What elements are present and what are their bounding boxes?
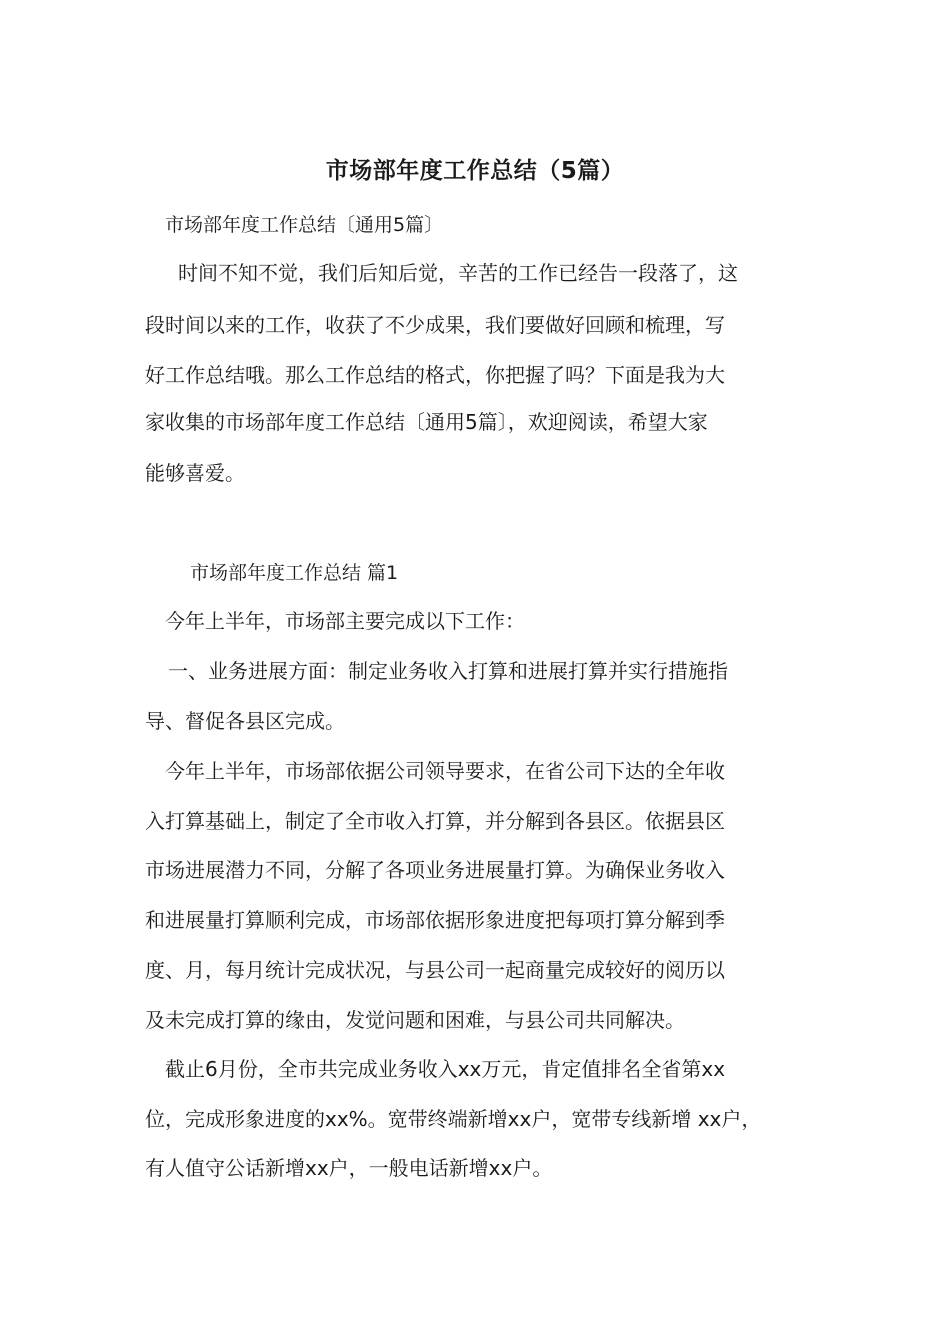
- intro-line: 时间不知不觉，我们后知后觉，辛苦的工作已经告一段落了，这: [178, 261, 738, 285]
- body-line: 市场进展潜力不同，分解了各项业务进展量打算。为确保业务收入: [145, 858, 725, 882]
- document-title: 市场部年度工作总结（5篇）: [325, 158, 625, 184]
- body-line: 有人值守公话新增xx户，一般电话新增xx户。: [145, 1156, 553, 1180]
- body-line: 入打算基础上，制定了全市收入打算，并分解到各县区。依据县区: [145, 809, 725, 833]
- intro-line: 能够喜爱。: [145, 461, 245, 485]
- intro-line: 段时间以来的工作，收获了不少成果，我们要做好回顾和梳理，写: [145, 313, 725, 337]
- body-line: 位，完成形象进度的xx%。宽带终端新增xx户，宽带专线新增 xx户，: [145, 1107, 762, 1131]
- intro-line: 家收集的市场部年度工作总结〔通用5篇〕，欢迎阅读，希望大家: [145, 410, 708, 434]
- body-line: 及未完成打算的缘由，发觉问题和困难，与县公司共同解决。: [145, 1008, 685, 1032]
- body-line: 截止6月份，全市共完成业务收入xx万元，肯定值排名全省第xx: [165, 1057, 726, 1081]
- section-heading: 市场部年度工作总结 篇1: [190, 562, 399, 584]
- body-line: 一、业务进展方面：制定业务收入打算和进展打算并实行措施指: [168, 659, 728, 683]
- body-line: 度、月，每月统计完成状况，与县公司一起商量完成较好的阅历以: [145, 958, 725, 982]
- body-line: 今年上半年，市场部主要完成以下工作：: [165, 609, 525, 633]
- intro-line: 好工作总结哦。那么工作总结的格式，你把握了吗？下面是我为大: [145, 363, 725, 387]
- body-line: 导、督促各县区完成。: [145, 709, 345, 733]
- body-line: 和进展量打算顺利完成，市场部依据形象进度把每项打算分解到季: [145, 908, 725, 932]
- body-line: 今年上半年，市场部依据公司领导要求，在省公司下达的全年收: [165, 759, 725, 783]
- document-subtitle: 市场部年度工作总结〔通用5篇〕: [165, 214, 444, 236]
